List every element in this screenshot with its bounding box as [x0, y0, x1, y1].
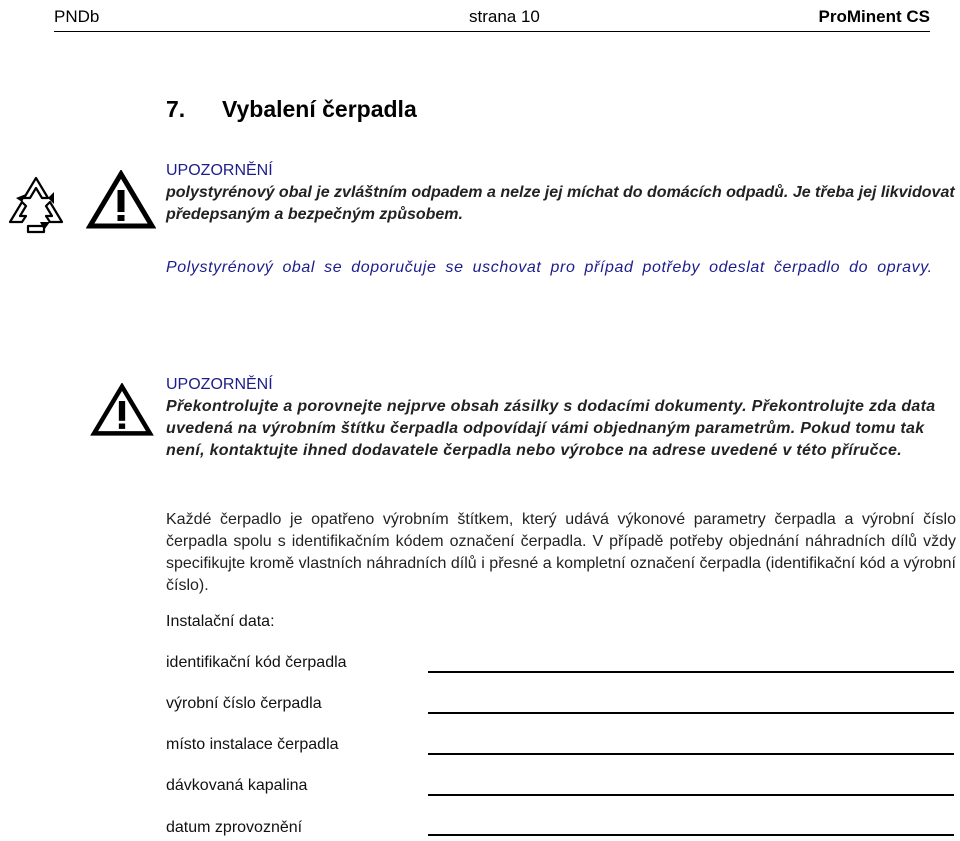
- field-label-serial-number: výrobní číslo čerpadla: [166, 695, 322, 712]
- header-company: ProMinent CS: [818, 7, 930, 26]
- installation-data-title: Instalační data:: [166, 613, 275, 630]
- header-divider: [54, 31, 930, 32]
- warning-label: UPOZORNĚNÍ: [166, 376, 273, 393]
- warning-text: Překontrolujte a porovnejte nejprve obsah zásilky s dodacími dokumenty. Překontrolujte zda data uvedená na výrobním štítku čerpadla odpovídají vámi objednaným parametrům. Pokud tomu tak není, kontaktujte ihned dodavatele čerpadla nebo výrobce na adrese uvedené v této příručce.: [166, 398, 936, 459]
- section-title: Vybalení čerpadla: [222, 96, 417, 122]
- section-heading: [166, 94, 417, 124]
- field-line-dosed-liquid: [428, 794, 954, 796]
- warning-label: UPOZORNĚNÍ: [166, 162, 273, 179]
- nameplate-paragraph: Každé čerpadlo je opatřeno výrobním štítkem, který udává výkonové parametry čerpadla a výrobní číslo čerpadla spolu s identifikačním kódem označení čerpadla. V případě potřeby objednání náhradních dílů vždy specifikujte kromě vlastních náhradních dílů i přesné a kompletní označení čerpadla (identifikační kód a výrobní číslo).: [166, 511, 956, 594]
- field-label-identification-code: identifikační kód čerpadla: [166, 654, 347, 671]
- field-line-installation-location: [428, 753, 954, 755]
- warning-triangle-icon: [90, 383, 154, 437]
- page-header: [54, 6, 930, 28]
- field-label-commissioning-date: datum zprovoznění: [166, 819, 303, 836]
- field-line-identification-code: [428, 671, 954, 673]
- warning-text: polystyrénový obal je zvláštním odpadem a nelze jej míchat do domácích odpadů. Je třeba jej likvidovat předepsaným a bezpečným způsobem.: [166, 184, 955, 223]
- field-label-dosed-liquid: dávkovaná kapalina: [166, 777, 308, 794]
- warning-triangle-icon: [86, 170, 156, 230]
- section-number: 7.: [166, 96, 186, 122]
- packaging-note: Polystyrénový obal se doporučuje se uschovat pro případ potřeby odeslat čerpadlo do opravy.: [166, 259, 933, 276]
- field-line-commissioning-date: [428, 834, 954, 836]
- recycle-icon: [0, 170, 72, 242]
- field-line-serial-number: [428, 712, 954, 714]
- header-page-number: strana 10: [469, 7, 540, 26]
- warning-block-disposal: [166, 160, 956, 226]
- header-doc-code: PNDb: [54, 7, 100, 26]
- warning-block-inspection: [166, 374, 956, 462]
- field-label-installation-location: místo instalace čerpadla: [166, 736, 339, 753]
